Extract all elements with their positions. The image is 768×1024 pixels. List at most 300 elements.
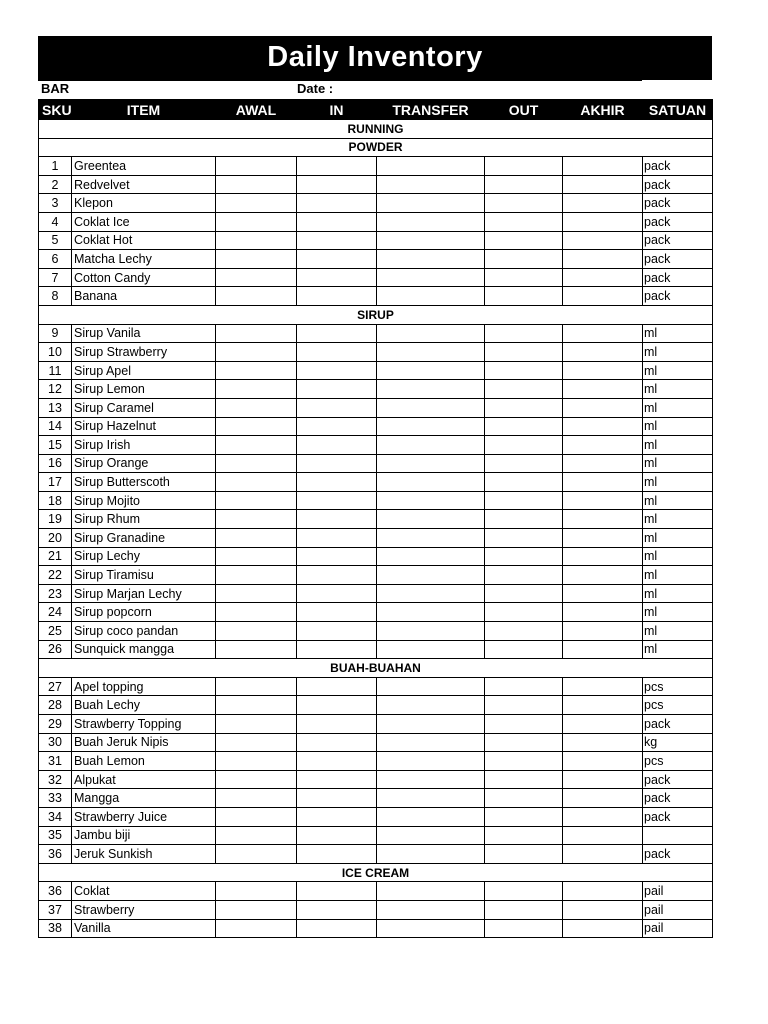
cell-in[interactable] (297, 845, 377, 864)
cell-akhir[interactable] (563, 324, 643, 343)
cell-in[interactable] (297, 324, 377, 343)
cell-transfer[interactable] (377, 157, 485, 176)
cell-out[interactable] (485, 715, 563, 734)
cell-transfer[interactable] (377, 584, 485, 603)
section-header-row (39, 863, 713, 882)
cell-out[interactable] (485, 510, 563, 529)
cell-akhir[interactable] (563, 807, 643, 826)
cell-item: Alpukat (72, 770, 216, 789)
cell-transfer[interactable] (377, 436, 485, 455)
cell-akhir[interactable] (563, 398, 643, 417)
cell-out[interactable] (485, 268, 563, 287)
cell-akhir[interactable] (563, 473, 643, 492)
cell-awal[interactable] (216, 566, 297, 585)
cell-akhir[interactable] (563, 789, 643, 808)
cell-transfer[interactable] (377, 194, 485, 213)
cell-out[interactable] (485, 603, 563, 622)
cell-awal[interactable] (216, 752, 297, 771)
cell-awal[interactable] (216, 343, 297, 362)
cell-transfer[interactable] (377, 287, 485, 306)
cell-transfer[interactable] (377, 919, 485, 938)
cell-item: Sirup Lemon (72, 380, 216, 399)
cell-akhir[interactable] (563, 380, 643, 399)
column-header-akhir[interactable]: AKHIR (563, 100, 643, 120)
cell-akhir[interactable] (563, 529, 643, 548)
cell-awal[interactable] (216, 250, 297, 269)
cell-item: Sirup popcorn (72, 603, 216, 622)
cell-in[interactable] (297, 770, 377, 789)
cell-in[interactable] (297, 882, 377, 901)
cell-transfer[interactable] (377, 752, 485, 771)
cell-in[interactable] (297, 547, 377, 566)
cell-akhir[interactable] (563, 250, 643, 269)
cell-satuan: ml (643, 547, 713, 566)
cell-in[interactable] (297, 194, 377, 213)
table-row (39, 770, 713, 789)
cell-out[interactable] (485, 287, 563, 306)
cell-item: Cotton Candy (72, 268, 216, 287)
cell-out[interactable] (485, 417, 563, 436)
cell-in[interactable] (297, 436, 377, 455)
cell-sku: 1 (39, 157, 72, 176)
cell-akhir[interactable] (563, 287, 643, 306)
cell-out[interactable] (485, 770, 563, 789)
cell-satuan: pail (643, 882, 713, 901)
column-header-item[interactable]: ITEM (72, 100, 216, 120)
cell-sku: 35 (39, 826, 72, 845)
cell-item: Apel topping (72, 677, 216, 696)
cell-in[interactable] (297, 715, 377, 734)
cell-awal[interactable] (216, 733, 297, 752)
cell-transfer[interactable] (377, 603, 485, 622)
cell-akhir[interactable] (563, 826, 643, 845)
cell-transfer[interactable] (377, 324, 485, 343)
cell-transfer[interactable] (377, 529, 485, 548)
cell-satuan: pcs (643, 696, 713, 715)
cell-out[interactable] (485, 696, 563, 715)
cell-satuan: ml (643, 361, 713, 380)
cell-out[interactable] (485, 194, 563, 213)
cell-awal[interactable] (216, 454, 297, 473)
cell-transfer[interactable] (377, 547, 485, 566)
cell-transfer[interactable] (377, 380, 485, 399)
table-row (39, 696, 713, 715)
cell-transfer[interactable] (377, 212, 485, 231)
cell-in[interactable] (297, 454, 377, 473)
table-row (39, 584, 713, 603)
cell-transfer[interactable] (377, 417, 485, 436)
cell-satuan: pack (643, 715, 713, 734)
cell-in[interactable] (297, 175, 377, 194)
cell-transfer[interactable] (377, 845, 485, 864)
cell-out[interactable] (485, 547, 563, 566)
cell-satuan: pack (643, 231, 713, 250)
cell-in[interactable] (297, 343, 377, 362)
cell-transfer[interactable] (377, 826, 485, 845)
table-row (39, 677, 713, 696)
table-row (39, 212, 713, 231)
table-row (39, 807, 713, 826)
cell-in[interactable] (297, 603, 377, 622)
meta-row (38, 80, 712, 99)
table-row (39, 715, 713, 734)
cell-sku: 5 (39, 231, 72, 250)
cell-sku: 38 (39, 919, 72, 938)
cell-transfer[interactable] (377, 566, 485, 585)
cell-awal[interactable] (216, 640, 297, 659)
cell-akhir[interactable] (563, 436, 643, 455)
table-row (39, 603, 713, 622)
cell-awal[interactable] (216, 603, 297, 622)
cell-transfer[interactable] (377, 361, 485, 380)
table-row (39, 250, 713, 269)
cell-satuan: pack (643, 845, 713, 864)
meta-divider (38, 80, 642, 81)
cell-out[interactable] (485, 436, 563, 455)
cell-akhir[interactable] (563, 454, 643, 473)
cell-out[interactable] (485, 882, 563, 901)
subtitle-row (39, 120, 713, 139)
cell-awal[interactable] (216, 212, 297, 231)
cell-sku: 34 (39, 807, 72, 826)
cell-awal[interactable] (216, 436, 297, 455)
cell-transfer[interactable] (377, 715, 485, 734)
cell-satuan: ml (643, 529, 713, 548)
cell-sku: 28 (39, 696, 72, 715)
column-header-awal[interactable]: AWAL (216, 100, 297, 120)
section-header-row (39, 305, 713, 324)
cell-akhir[interactable] (563, 268, 643, 287)
cell-out[interactable] (485, 361, 563, 380)
table-row (39, 510, 713, 529)
cell-transfer[interactable] (377, 175, 485, 194)
cell-transfer[interactable] (377, 398, 485, 417)
table-row (39, 343, 713, 362)
cell-awal[interactable] (216, 547, 297, 566)
cell-awal[interactable] (216, 491, 297, 510)
cell-akhir[interactable] (563, 752, 643, 771)
cell-akhir[interactable] (563, 845, 643, 864)
cell-transfer[interactable] (377, 454, 485, 473)
cell-in[interactable] (297, 250, 377, 269)
table-row (39, 398, 713, 417)
cell-out[interactable] (485, 398, 563, 417)
cell-sku: 15 (39, 436, 72, 455)
cell-awal[interactable] (216, 231, 297, 250)
cell-awal[interactable] (216, 584, 297, 603)
cell-transfer[interactable] (377, 343, 485, 362)
cell-awal[interactable] (216, 324, 297, 343)
cell-item: Strawberry Topping (72, 715, 216, 734)
cell-in[interactable] (297, 584, 377, 603)
cell-awal[interactable] (216, 473, 297, 492)
cell-item: Sirup Granadine (72, 529, 216, 548)
cell-satuan: pack (643, 194, 713, 213)
cell-item: Sirup Lechy (72, 547, 216, 566)
cell-item: Sirup Apel (72, 361, 216, 380)
cell-in[interactable] (297, 361, 377, 380)
cell-out[interactable] (485, 622, 563, 641)
cell-akhir[interactable] (563, 640, 643, 659)
cell-out[interactable] (485, 640, 563, 659)
cell-in[interactable] (297, 752, 377, 771)
cell-item: Sirup Butterscoth (72, 473, 216, 492)
cell-satuan: pack (643, 807, 713, 826)
cell-akhir[interactable] (563, 491, 643, 510)
cell-sku: 21 (39, 547, 72, 566)
column-header-in[interactable]: IN (297, 100, 377, 120)
table-row (39, 919, 713, 938)
cell-satuan (643, 826, 713, 845)
cell-in[interactable] (297, 640, 377, 659)
cell-awal[interactable] (216, 361, 297, 380)
cell-out[interactable] (485, 900, 563, 919)
cell-satuan: ml (643, 324, 713, 343)
cell-satuan: pack (643, 268, 713, 287)
cell-awal[interactable] (216, 826, 297, 845)
cell-transfer[interactable] (377, 770, 485, 789)
table-row (39, 287, 713, 306)
cell-in[interactable] (297, 733, 377, 752)
section-header-row (39, 659, 713, 678)
cell-awal[interactable] (216, 380, 297, 399)
cell-out[interactable] (485, 566, 563, 585)
cell-out[interactable] (485, 491, 563, 510)
cell-awal[interactable] (216, 268, 297, 287)
cell-akhir[interactable] (563, 510, 643, 529)
cell-akhir[interactable] (563, 361, 643, 380)
cell-item: Strawberry Juice (72, 807, 216, 826)
cell-sku: 7 (39, 268, 72, 287)
cell-akhir[interactable] (563, 677, 643, 696)
cell-awal[interactable] (216, 157, 297, 176)
cell-akhir[interactable] (563, 715, 643, 734)
cell-out[interactable] (485, 826, 563, 845)
cell-out[interactable] (485, 733, 563, 752)
cell-akhir[interactable] (563, 733, 643, 752)
table-row (39, 194, 713, 213)
cell-out[interactable] (485, 250, 563, 269)
cell-akhir[interactable] (563, 919, 643, 938)
cell-out[interactable] (485, 212, 563, 231)
cell-satuan: pack (643, 770, 713, 789)
cell-in[interactable] (297, 157, 377, 176)
cell-item: Jeruk Sunkish (72, 845, 216, 864)
cell-in[interactable] (297, 417, 377, 436)
cell-sku: 19 (39, 510, 72, 529)
cell-item: Klepon (72, 194, 216, 213)
cell-item: Redvelvet (72, 175, 216, 194)
cell-transfer[interactable] (377, 696, 485, 715)
cell-out[interactable] (485, 454, 563, 473)
cell-akhir[interactable] (563, 603, 643, 622)
cell-in[interactable] (297, 826, 377, 845)
cell-awal[interactable] (216, 882, 297, 901)
cell-satuan: ml (643, 398, 713, 417)
cell-in[interactable] (297, 510, 377, 529)
table-row (39, 417, 713, 436)
cell-in[interactable] (297, 789, 377, 808)
cell-transfer[interactable] (377, 231, 485, 250)
cell-transfer[interactable] (377, 733, 485, 752)
column-header-transfer[interactable]: TRANSFER (377, 100, 485, 120)
cell-out[interactable] (485, 845, 563, 864)
cell-awal[interactable] (216, 789, 297, 808)
cell-in[interactable] (297, 287, 377, 306)
cell-transfer[interactable] (377, 789, 485, 808)
section-title: SIRUP (39, 305, 713, 324)
table-row (39, 640, 713, 659)
cell-transfer[interactable] (377, 473, 485, 492)
cell-awal[interactable] (216, 807, 297, 826)
cell-awal[interactable] (216, 175, 297, 194)
cell-awal[interactable] (216, 677, 297, 696)
cell-akhir[interactable] (563, 696, 643, 715)
cell-out[interactable] (485, 473, 563, 492)
table-row (39, 882, 713, 901)
cell-in[interactable] (297, 677, 377, 696)
cell-awal[interactable] (216, 919, 297, 938)
cell-akhir[interactable] (563, 417, 643, 436)
cell-akhir[interactable] (563, 212, 643, 231)
cell-in[interactable] (297, 900, 377, 919)
cell-in[interactable] (297, 491, 377, 510)
cell-in[interactable] (297, 398, 377, 417)
cell-satuan: ml (643, 603, 713, 622)
cell-transfer[interactable] (377, 268, 485, 287)
cell-out[interactable] (485, 529, 563, 548)
cell-satuan: ml (643, 380, 713, 399)
cell-out[interactable] (485, 175, 563, 194)
cell-satuan: pack (643, 250, 713, 269)
cell-satuan: ml (643, 343, 713, 362)
cell-item: Sirup Hazelnut (72, 417, 216, 436)
cell-item: Sirup Strawberry (72, 343, 216, 362)
cell-out[interactable] (485, 807, 563, 826)
table-row (39, 436, 713, 455)
cell-awal[interactable] (216, 696, 297, 715)
cell-sku: 26 (39, 640, 72, 659)
cell-in[interactable] (297, 529, 377, 548)
cell-out[interactable] (485, 789, 563, 808)
inventory-table (38, 99, 713, 938)
cell-awal[interactable] (216, 417, 297, 436)
cell-in[interactable] (297, 807, 377, 826)
cell-awal[interactable] (216, 287, 297, 306)
table-row (39, 789, 713, 808)
cell-akhir[interactable] (563, 882, 643, 901)
cell-out[interactable] (485, 752, 563, 771)
cell-out[interactable] (485, 231, 563, 250)
cell-transfer[interactable] (377, 491, 485, 510)
cell-transfer[interactable] (377, 640, 485, 659)
cell-out[interactable] (485, 677, 563, 696)
cell-awal[interactable] (216, 900, 297, 919)
subtitle-running: RUNNING (39, 120, 713, 139)
table-row (39, 752, 713, 771)
cell-awal[interactable] (216, 194, 297, 213)
cell-in[interactable] (297, 622, 377, 641)
table-row (39, 380, 713, 399)
cell-satuan: ml (643, 566, 713, 585)
cell-awal[interactable] (216, 715, 297, 734)
cell-sku: 17 (39, 473, 72, 492)
cell-item: Jambu biji (72, 826, 216, 845)
cell-satuan: ml (643, 510, 713, 529)
cell-out[interactable] (485, 157, 563, 176)
cell-akhir[interactable] (563, 231, 643, 250)
cell-awal[interactable] (216, 510, 297, 529)
cell-awal[interactable] (216, 529, 297, 548)
table-row (39, 826, 713, 845)
cell-in[interactable] (297, 380, 377, 399)
cell-awal[interactable] (216, 845, 297, 864)
cell-in[interactable] (297, 231, 377, 250)
cell-item: Sirup Irish (72, 436, 216, 455)
cell-in[interactable] (297, 473, 377, 492)
cell-akhir[interactable] (563, 194, 643, 213)
cell-awal[interactable] (216, 770, 297, 789)
cell-sku: 20 (39, 529, 72, 548)
cell-sku: 31 (39, 752, 72, 771)
table-row (39, 157, 713, 176)
column-header-satuan[interactable]: SATUAN (643, 100, 713, 120)
cell-transfer[interactable] (377, 900, 485, 919)
cell-out[interactable] (485, 380, 563, 399)
cell-transfer[interactable] (377, 510, 485, 529)
cell-out[interactable] (485, 343, 563, 362)
column-header-row (39, 100, 713, 120)
cell-out[interactable] (485, 324, 563, 343)
cell-in[interactable] (297, 696, 377, 715)
cell-in[interactable] (297, 212, 377, 231)
cell-awal[interactable] (216, 398, 297, 417)
column-header-sku[interactable]: SKU (39, 100, 72, 120)
cell-satuan: ml (643, 491, 713, 510)
cell-item: Coklat (72, 882, 216, 901)
cell-transfer[interactable] (377, 677, 485, 696)
cell-out[interactable] (485, 919, 563, 938)
section-header-row (39, 138, 713, 157)
cell-in[interactable] (297, 919, 377, 938)
cell-transfer[interactable] (377, 622, 485, 641)
cell-akhir[interactable] (563, 175, 643, 194)
cell-akhir[interactable] (563, 900, 643, 919)
cell-in[interactable] (297, 566, 377, 585)
cell-item: Coklat Ice (72, 212, 216, 231)
cell-akhir[interactable] (563, 343, 643, 362)
cell-akhir[interactable] (563, 157, 643, 176)
cell-akhir[interactable] (563, 547, 643, 566)
cell-akhir[interactable] (563, 566, 643, 585)
cell-transfer[interactable] (377, 250, 485, 269)
cell-item: Strawberry (72, 900, 216, 919)
cell-akhir[interactable] (563, 770, 643, 789)
cell-transfer[interactable] (377, 807, 485, 826)
table-row (39, 529, 713, 548)
cell-awal[interactable] (216, 622, 297, 641)
cell-akhir[interactable] (563, 622, 643, 641)
table-row (39, 622, 713, 641)
column-header-out[interactable]: OUT (485, 100, 563, 120)
cell-transfer[interactable] (377, 882, 485, 901)
cell-akhir[interactable] (563, 584, 643, 603)
cell-out[interactable] (485, 584, 563, 603)
cell-satuan: pcs (643, 752, 713, 771)
cell-in[interactable] (297, 268, 377, 287)
table-row (39, 473, 713, 492)
cell-satuan: ml (643, 473, 713, 492)
